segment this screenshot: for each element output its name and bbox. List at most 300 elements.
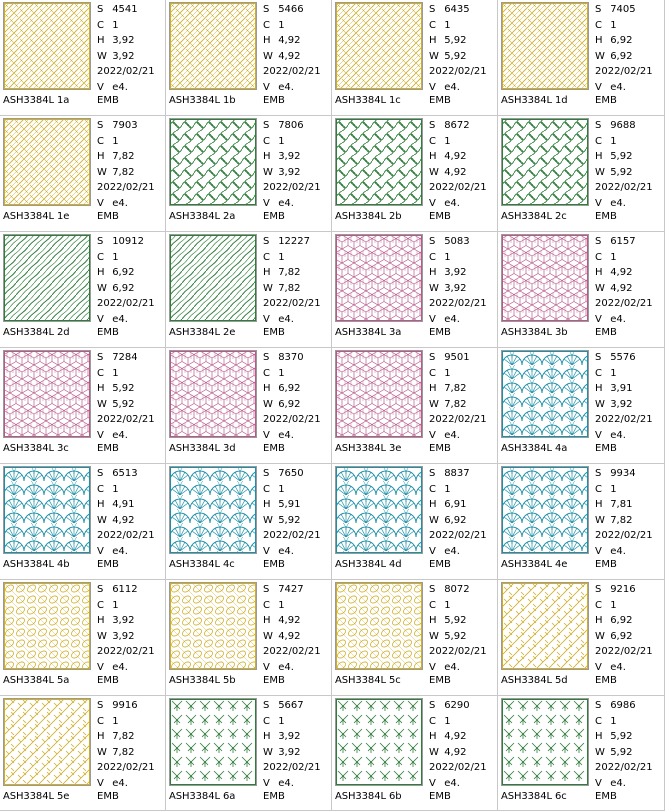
- thumbnail[interactable]: [501, 582, 589, 670]
- file-name[interactable]: ASH3384L 1c: [335, 95, 401, 106]
- file-name[interactable]: ASH3384L 4a: [501, 443, 568, 454]
- file-name[interactable]: ASH3384L 4b: [3, 559, 70, 570]
- s-label: S: [97, 352, 104, 363]
- file-tile[interactable]: [498, 580, 665, 696]
- version-row: [595, 196, 661, 212]
- file-tile[interactable]: [166, 0, 332, 116]
- w-label: W: [97, 50, 107, 62]
- color-count: [97, 18, 163, 34]
- version-row: [97, 776, 163, 792]
- thumbnail[interactable]: [169, 234, 257, 322]
- c-label: C: [429, 135, 436, 147]
- version-row: [97, 544, 163, 560]
- thumbnail[interactable]: [501, 350, 589, 438]
- w-label: W: [97, 630, 107, 642]
- w-value: 5,92: [610, 166, 633, 178]
- v-label: V: [263, 661, 270, 673]
- color-count: [429, 18, 495, 34]
- file-name[interactable]: ASH3384L 4e: [501, 559, 568, 570]
- thumbnail[interactable]: [501, 466, 589, 554]
- v-label: V: [429, 313, 436, 325]
- s-label: S: [263, 700, 270, 711]
- height-value-row: [97, 149, 163, 165]
- thumbnail[interactable]: [169, 466, 257, 554]
- version-row: [263, 80, 329, 96]
- version-row: [263, 660, 329, 676]
- file-type: EMB: [595, 95, 617, 106]
- v-label: V: [97, 777, 104, 789]
- file-name[interactable]: ASH3384L 2d: [3, 327, 70, 338]
- file-info: [429, 698, 495, 791]
- s-label: S: [595, 468, 602, 479]
- s-label: S: [263, 468, 270, 479]
- w-label: W: [595, 398, 605, 410]
- h-label: H: [429, 35, 437, 46]
- thumbnail[interactable]: [3, 350, 91, 438]
- w-value: 3,92: [444, 282, 467, 294]
- s-label: S: [263, 4, 270, 15]
- thumbnail[interactable]: [501, 2, 589, 90]
- file-info: [263, 2, 329, 95]
- file-tile[interactable]: [166, 696, 332, 811]
- c-value: 1: [112, 251, 119, 263]
- date: 2022/02/21: [263, 414, 321, 425]
- width-value-row: [429, 281, 495, 297]
- file-name[interactable]: ASH3384L 5d: [501, 675, 568, 686]
- file-name[interactable]: ASH3384L 2b: [335, 211, 402, 222]
- h-label: H: [595, 731, 603, 742]
- version-row: [263, 544, 329, 560]
- h-value: 5,92: [610, 731, 633, 742]
- s-label: S: [595, 584, 602, 595]
- width-value-row: [429, 745, 495, 761]
- s-value: 7806: [278, 120, 304, 131]
- file-type: EMB: [595, 211, 617, 222]
- file-name[interactable]: ASH3384L 3d: [169, 443, 236, 454]
- file-tile[interactable]: [332, 580, 498, 696]
- file-info: [429, 118, 495, 211]
- file-name[interactable]: ASH3384L 6a: [169, 791, 236, 802]
- file-tile[interactable]: [332, 464, 498, 580]
- h-label: H: [595, 267, 603, 278]
- file-name[interactable]: ASH3384L 5e: [3, 791, 70, 802]
- file-name[interactable]: ASH3384L 3a: [335, 327, 402, 338]
- color-count: [595, 18, 661, 34]
- color-count: [429, 598, 495, 614]
- w-label: W: [429, 166, 439, 178]
- green-wave-stitch-icon: [170, 119, 256, 205]
- c-label: C: [97, 135, 104, 147]
- file-tile[interactable]: [0, 116, 166, 232]
- file-tile[interactable]: [0, 0, 166, 116]
- s-label: S: [429, 120, 436, 131]
- file-tile[interactable]: [332, 696, 498, 811]
- w-value: 4,92: [444, 166, 467, 178]
- v-value: e4.: [610, 197, 626, 209]
- thumbnail[interactable]: [169, 350, 257, 438]
- c-value: 1: [278, 483, 285, 495]
- thumbnail[interactable]: [169, 2, 257, 90]
- file-name[interactable]: ASH3384L 1b: [169, 95, 236, 106]
- thumbnail[interactable]: [3, 698, 91, 786]
- file-info: [595, 2, 661, 95]
- s-value: 5466: [278, 4, 304, 15]
- color-count: [595, 250, 661, 266]
- height-value-row: [429, 265, 495, 281]
- file-type: EMB: [97, 211, 119, 222]
- width-value-row: [595, 629, 661, 645]
- version-row: [429, 196, 495, 212]
- pink-cube-stitch-icon: [336, 351, 422, 437]
- file-type: EMB: [595, 675, 617, 686]
- c-value: 1: [610, 367, 617, 379]
- file-type: EMB: [429, 327, 451, 338]
- file-tile[interactable]: [166, 580, 332, 696]
- thumbnail[interactable]: [169, 698, 257, 786]
- file-info: [97, 350, 163, 443]
- height-value-row: [429, 381, 495, 397]
- c-label: C: [429, 715, 436, 727]
- width-value-row: [429, 397, 495, 413]
- v-label: V: [595, 545, 602, 557]
- w-label: W: [263, 282, 273, 294]
- height-value-row: [595, 149, 661, 165]
- file-name[interactable]: ASH3384L 5c: [335, 675, 401, 686]
- c-value: 1: [112, 715, 119, 727]
- h-label: H: [263, 499, 271, 510]
- w-value: 3,92: [112, 630, 135, 642]
- file-info: [97, 118, 163, 211]
- file-tile[interactable]: [0, 348, 166, 464]
- file-name[interactable]: ASH3384L 2c: [501, 211, 567, 222]
- version-row: [429, 544, 495, 560]
- file-info: [595, 582, 661, 675]
- c-label: C: [263, 251, 270, 263]
- v-value: e4.: [610, 661, 626, 673]
- version-row: [429, 776, 495, 792]
- stitch-count: [263, 234, 329, 250]
- file-tile[interactable]: [166, 116, 332, 232]
- width-value-row: [595, 397, 661, 413]
- file-name[interactable]: ASH3384L 6c: [501, 791, 567, 802]
- teal-fan-stitch-icon: [502, 467, 588, 553]
- file-tile[interactable]: [498, 696, 665, 811]
- thumbnail[interactable]: [335, 466, 423, 554]
- file-info: [595, 698, 661, 791]
- thumbnail[interactable]: [501, 118, 589, 206]
- h-label: H: [595, 151, 603, 162]
- gold-ring-stitch-icon: [336, 583, 422, 669]
- v-value: e4.: [610, 777, 626, 789]
- v-value: e4.: [278, 429, 294, 441]
- teal-fan-stitch-icon: [336, 467, 422, 553]
- stitch-count: [263, 698, 329, 714]
- stitch-count: [595, 698, 661, 714]
- width-value-row: [263, 281, 329, 297]
- file-tile[interactable]: [332, 348, 498, 464]
- v-label: V: [97, 429, 104, 441]
- width-value-row: [97, 165, 163, 181]
- h-value: 5,91: [278, 499, 301, 510]
- file-name[interactable]: ASH3384L 1e: [3, 211, 70, 222]
- s-value: 6513: [112, 468, 138, 479]
- v-value: e4.: [444, 545, 460, 557]
- date: 2022/02/21: [263, 298, 321, 309]
- file-tile[interactable]: [0, 696, 166, 811]
- thumbnail[interactable]: [335, 118, 423, 206]
- thumbnail[interactable]: [3, 118, 91, 206]
- stitch-count: [263, 2, 329, 18]
- file-type: EMB: [595, 443, 617, 454]
- file-name[interactable]: ASH3384L 2a: [169, 211, 236, 222]
- v-label: V: [97, 545, 104, 557]
- file-name[interactable]: ASH3384L 4c: [169, 559, 235, 570]
- thumbnail[interactable]: [169, 118, 257, 206]
- c-label: C: [429, 251, 436, 263]
- date: 2022/02/21: [263, 66, 321, 77]
- date: 2022/02/21: [97, 66, 155, 77]
- h-label: H: [429, 499, 437, 510]
- w-value: 4,92: [278, 50, 301, 62]
- file-name[interactable]: ASH3384L 1d: [501, 95, 568, 106]
- w-value: 5,92: [610, 746, 633, 758]
- w-value: 5,92: [444, 50, 467, 62]
- file-info: [97, 466, 163, 559]
- width-value-row: [97, 281, 163, 297]
- file-name[interactable]: ASH3384L 5b: [169, 675, 236, 686]
- thumbnail[interactable]: [169, 582, 257, 670]
- w-label: W: [595, 50, 605, 62]
- file-type: EMB: [595, 791, 617, 802]
- green-sprig-stitch-icon: [170, 699, 256, 785]
- file-tile[interactable]: [166, 464, 332, 580]
- pink-cube-stitch-icon: [170, 351, 256, 437]
- width-value-row: [429, 49, 495, 65]
- w-label: W: [97, 398, 107, 410]
- height-value-row: [429, 497, 495, 513]
- h-label: H: [263, 267, 271, 278]
- s-value: 7284: [112, 352, 138, 363]
- stitch-count: [97, 2, 163, 18]
- file-info: [97, 582, 163, 675]
- file-tile[interactable]: [0, 464, 166, 580]
- v-label: V: [429, 197, 436, 209]
- w-value: 3,92: [278, 746, 301, 758]
- thumbnail[interactable]: [3, 582, 91, 670]
- c-value: 1: [278, 715, 285, 727]
- file-name[interactable]: ASH3384L 5a: [3, 675, 70, 686]
- s-label: S: [429, 236, 436, 247]
- height-value-row: [97, 33, 163, 49]
- thumbnail[interactable]: [335, 2, 423, 90]
- w-label: W: [263, 50, 273, 62]
- height-value-row: [263, 381, 329, 397]
- file-tile[interactable]: [332, 116, 498, 232]
- height-value-row: [595, 265, 661, 281]
- green-sprig-stitch-icon: [336, 699, 422, 785]
- version-row: [595, 660, 661, 676]
- date: 2022/02/21: [97, 762, 155, 773]
- w-value: 6,92: [112, 282, 135, 294]
- width-value-row: [595, 513, 661, 529]
- height-value-row: [429, 613, 495, 629]
- file-tile[interactable]: [498, 348, 665, 464]
- version-row: [429, 312, 495, 328]
- h-value: 4,92: [278, 615, 301, 626]
- h-value: 3,91: [610, 383, 633, 394]
- h-label: H: [97, 151, 105, 162]
- file-name[interactable]: ASH3384L 2e: [169, 327, 236, 338]
- width-value-row: [263, 745, 329, 761]
- file-name[interactable]: ASH3384L 4d: [335, 559, 402, 570]
- stitch-count: [97, 234, 163, 250]
- h-label: H: [429, 151, 437, 162]
- width-value-row: [263, 397, 329, 413]
- stitch-count: [97, 466, 163, 482]
- width-value-row: [263, 513, 329, 529]
- v-label: V: [429, 429, 436, 441]
- h-value: 3,92: [112, 35, 135, 46]
- s-label: S: [595, 236, 602, 247]
- file-tile[interactable]: [498, 464, 665, 580]
- file-type: EMB: [263, 211, 285, 222]
- s-label: S: [263, 352, 270, 363]
- file-tile[interactable]: [498, 116, 665, 232]
- gold-lattice-stitch-icon: [4, 3, 90, 89]
- file-type: EMB: [97, 791, 119, 802]
- file-tile[interactable]: [332, 0, 498, 116]
- green-wave-stitch-icon: [336, 119, 422, 205]
- height-value-row: [97, 613, 163, 629]
- s-value: 7650: [278, 468, 304, 479]
- v-value: e4.: [444, 313, 460, 325]
- version-row: [595, 776, 661, 792]
- c-label: C: [595, 715, 602, 727]
- w-label: W: [595, 746, 605, 758]
- c-label: C: [97, 715, 104, 727]
- v-value: e4.: [444, 81, 460, 93]
- file-tile[interactable]: [0, 580, 166, 696]
- thumbnail[interactable]: [335, 582, 423, 670]
- file-info: [429, 466, 495, 559]
- date: 2022/02/21: [429, 298, 487, 309]
- date: 2022/02/21: [595, 762, 653, 773]
- thumbnail[interactable]: [501, 698, 589, 786]
- w-label: W: [595, 282, 605, 294]
- file-info: [595, 466, 661, 559]
- file-tile[interactable]: [498, 0, 665, 116]
- file-name[interactable]: ASH3384L 1a: [3, 95, 70, 106]
- h-label: H: [595, 615, 603, 626]
- v-label: V: [595, 81, 602, 93]
- v-value: e4.: [444, 197, 460, 209]
- s-value: 8837: [444, 468, 470, 479]
- file-tile[interactable]: [332, 232, 498, 348]
- file-name[interactable]: ASH3384L 6b: [335, 791, 402, 802]
- height-value-row: [595, 729, 661, 745]
- file-name[interactable]: ASH3384L 3c: [3, 443, 69, 454]
- v-value: e4.: [278, 197, 294, 209]
- v-label: V: [595, 429, 602, 441]
- thumbnail[interactable]: [335, 350, 423, 438]
- file-tile[interactable]: [166, 348, 332, 464]
- c-value: 1: [112, 483, 119, 495]
- stitch-count: [97, 118, 163, 134]
- thumbnail[interactable]: [3, 466, 91, 554]
- thumbnail[interactable]: [501, 234, 589, 322]
- c-value: 1: [444, 715, 451, 727]
- c-label: C: [595, 367, 602, 379]
- h-label: H: [263, 35, 271, 46]
- color-count: [429, 250, 495, 266]
- date: 2022/02/21: [429, 66, 487, 77]
- c-label: C: [263, 599, 270, 611]
- width-value-row: [429, 629, 495, 645]
- v-label: V: [263, 545, 270, 557]
- file-type: EMB: [595, 327, 617, 338]
- thumbnail[interactable]: [3, 2, 91, 90]
- w-value: 7,82: [278, 282, 301, 294]
- w-label: W: [429, 398, 439, 410]
- h-label: H: [595, 499, 603, 510]
- v-value: e4.: [278, 313, 294, 325]
- file-info: [429, 582, 495, 675]
- color-count: [263, 482, 329, 498]
- file-tile[interactable]: [498, 232, 665, 348]
- version-row: [595, 428, 661, 444]
- v-value: e4.: [112, 197, 128, 209]
- date: 2022/02/21: [595, 414, 653, 425]
- c-label: C: [97, 251, 104, 263]
- file-tile[interactable]: [166, 232, 332, 348]
- date: 2022/02/21: [595, 298, 653, 309]
- w-label: W: [263, 630, 273, 642]
- s-label: S: [595, 120, 602, 131]
- file-name[interactable]: ASH3384L 3b: [501, 327, 568, 338]
- date: 2022/02/21: [97, 530, 155, 541]
- gold-cross-stitch-icon: [4, 699, 90, 785]
- file-info: [263, 582, 329, 675]
- s-value: 5576: [610, 352, 636, 363]
- file-type: EMB: [429, 443, 451, 454]
- s-value: 8072: [444, 584, 470, 595]
- w-label: W: [595, 166, 605, 178]
- v-value: e4.: [112, 777, 128, 789]
- file-info: [595, 350, 661, 443]
- file-name[interactable]: ASH3384L 3e: [335, 443, 402, 454]
- h-value: 5,92: [610, 151, 633, 162]
- v-value: e4.: [112, 313, 128, 325]
- h-label: H: [97, 615, 105, 626]
- c-label: C: [97, 367, 104, 379]
- file-tile[interactable]: [0, 232, 166, 348]
- w-label: W: [429, 282, 439, 294]
- color-count: [429, 714, 495, 730]
- h-value: 7,82: [278, 267, 301, 278]
- version-row: [429, 660, 495, 676]
- thumbnail[interactable]: [335, 698, 423, 786]
- h-label: H: [97, 383, 105, 394]
- thumbnail[interactable]: [3, 234, 91, 322]
- file-info: [429, 234, 495, 327]
- h-label: H: [263, 151, 271, 162]
- height-value-row: [429, 149, 495, 165]
- gold-cross-stitch-icon: [502, 583, 588, 669]
- v-value: e4.: [112, 545, 128, 557]
- v-label: V: [595, 661, 602, 673]
- thumbnail[interactable]: [335, 234, 423, 322]
- s-label: S: [595, 700, 602, 711]
